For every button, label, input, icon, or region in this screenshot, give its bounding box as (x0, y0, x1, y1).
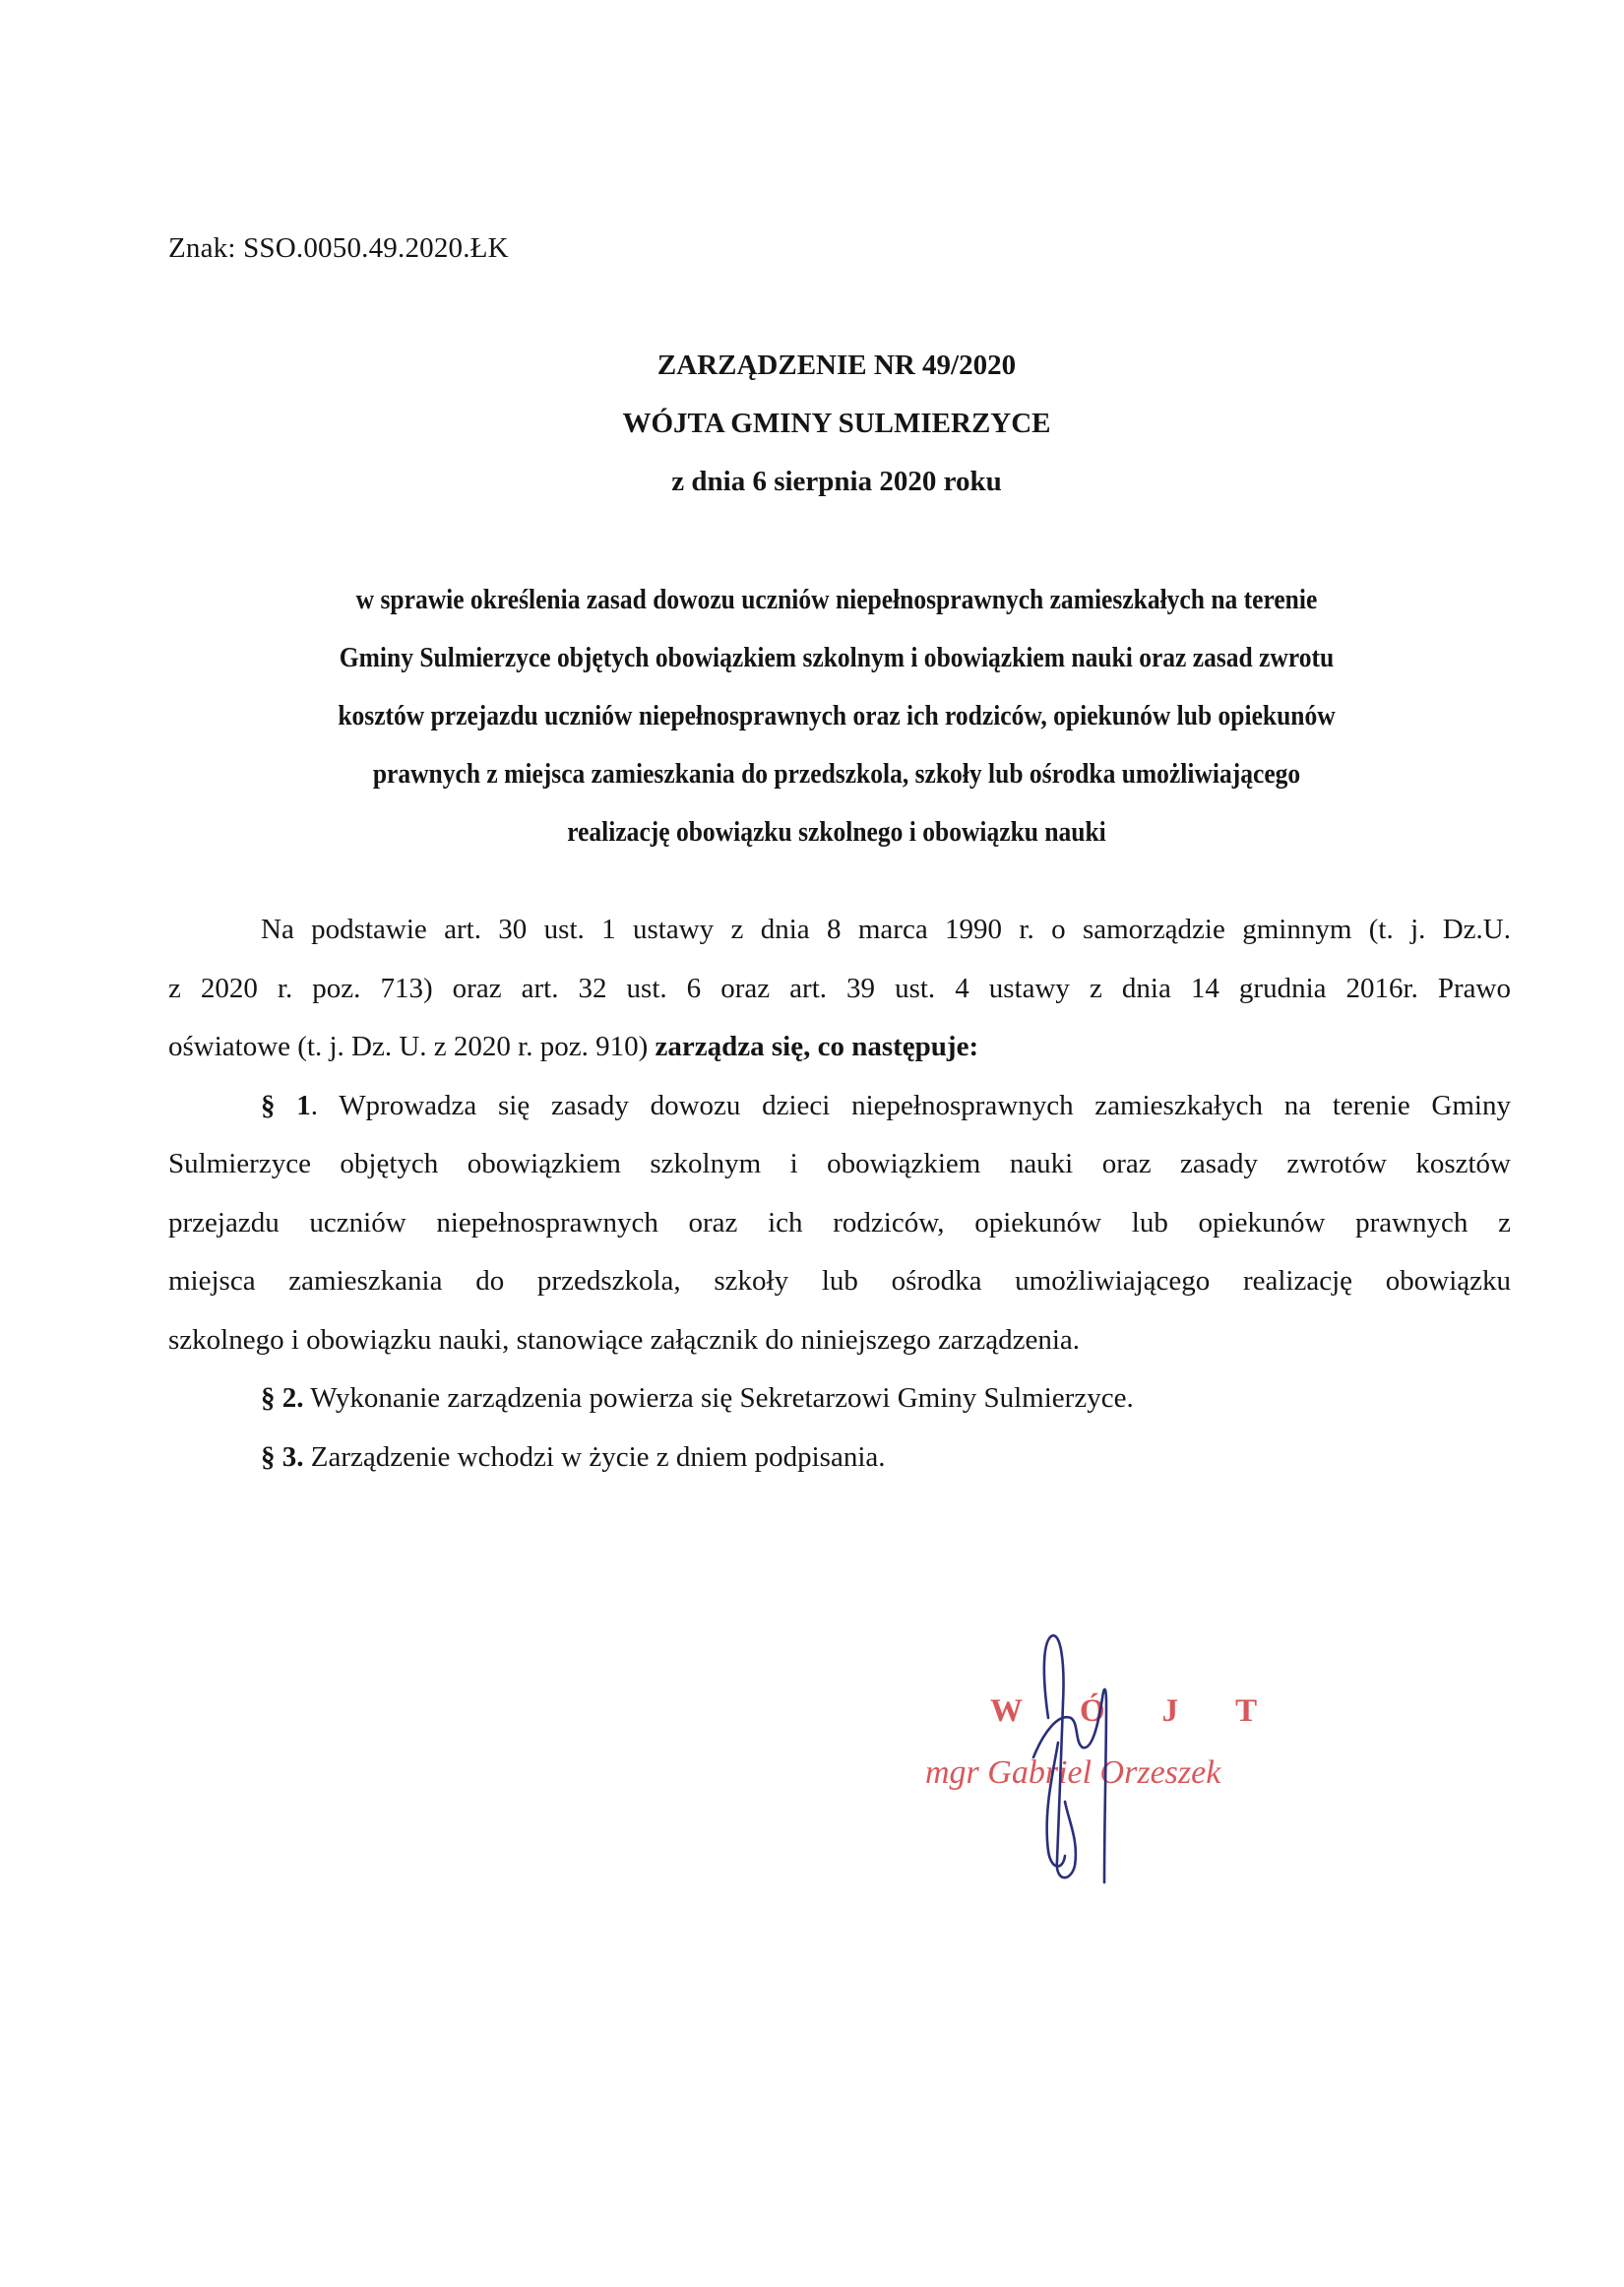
section-mark: § 1 (261, 1089, 311, 1121)
section-mark-suffix: . (310, 1089, 318, 1121)
title-line: WÓJTA GMINY SULMIERZYCE (622, 408, 1051, 439)
signature-stroke (1033, 1635, 1106, 1882)
reference-number: Znak: SSO.0050.49.2020.ŁK (168, 232, 509, 264)
section-mark: § 3. (261, 1440, 304, 1473)
section-text: Zarządzenie wchodzi w życie z dniem podpisania. (303, 1440, 886, 1473)
section-mark: § 2. (261, 1382, 304, 1414)
preamble-line: z 2020 r. poz. 713) oraz art. 32 ust. 6 oraz art. 39 ust. 4 ustawy z dnia 14 grudnia 2016r. Prawo (168, 972, 1511, 1004)
preamble-line (168, 1018, 1511, 1077)
subject-line: kosztów przejazdu uczniów niepełnosprawnych oraz ich rodziców, opiekunów lub opiekunów (338, 700, 1336, 731)
title-line: ZARZĄDZENIE NR 49/2020 (656, 349, 1017, 381)
section-1-line: szkolnego i obowiązku nauki, stanowiące załącznik do niniejszego zarządzenia. (168, 1323, 1081, 1356)
stamp-title: WÓJT (990, 1693, 1315, 1729)
preamble-enacting-clause: zarządza się, co następuje: (655, 1031, 979, 1062)
preamble-line: Na podstawie art. 30 ust. 1 ustawy z dnia 8 marca 1990 r. o samorządzie gminnym (t. j. Dz.U. (261, 914, 1511, 945)
document-subject (239, 571, 1434, 861)
title-date: z dnia 6 sierpnia 2020 roku (671, 466, 1002, 497)
section-text: Wykonanie zarządzenia powierza się Sekretarzowi Gminy Sulmierzyce. (303, 1382, 1134, 1414)
preamble-text: oświatowe (t. j. Dz. U. z 2020 r. poz. 910) (168, 1031, 656, 1062)
section-3 (168, 1429, 1511, 1488)
stamp-name: mgr Gabriel Orzeszek (925, 1754, 1221, 1791)
section-text: Wprowadza się zasady dowozu dzieci niepełnosprawnych zamieszkałych na terenie Gminy (317, 1089, 1511, 1121)
section-1-line (168, 1077, 1511, 1136)
subject-line: realizację obowiązku szkolnego i obowiązku nauki (567, 816, 1106, 848)
subject-line: prawnych z miejsca zamieszkania do przedszkola, szkoły lub ośrodka umożliwiającego (372, 758, 1301, 790)
section-1-line: Sulmierzyce objętych obowiązkiem szkolnym i obowiązkiem nauki oraz zasady zwrotów kosztów (168, 1148, 1511, 1179)
subject-line: Gminy Sulmierzyce objętych obowiązkiem szkolnym i obowiązkiem nauki oraz zasad zwrotu (339, 642, 1335, 673)
document-body (168, 901, 1511, 1487)
document-title (0, 337, 1624, 511)
section-1-line: przejazdu uczniów niepełnosprawnych oraz ich rodziców, opiekunów lub opiekunów prawnych z (168, 1206, 1511, 1239)
handwritten-signature (1014, 1624, 1171, 1890)
section-1-line: miejsca zamieszkania do przedszkola, szkoły lub ośrodka umożliwiającego realizację obowiązku (168, 1265, 1511, 1297)
subject-line: w sprawie określenia zasad dowozu uczniów niepełnosprawnych zamieszkałych na terenie (355, 584, 1318, 615)
section-2 (168, 1369, 1511, 1429)
